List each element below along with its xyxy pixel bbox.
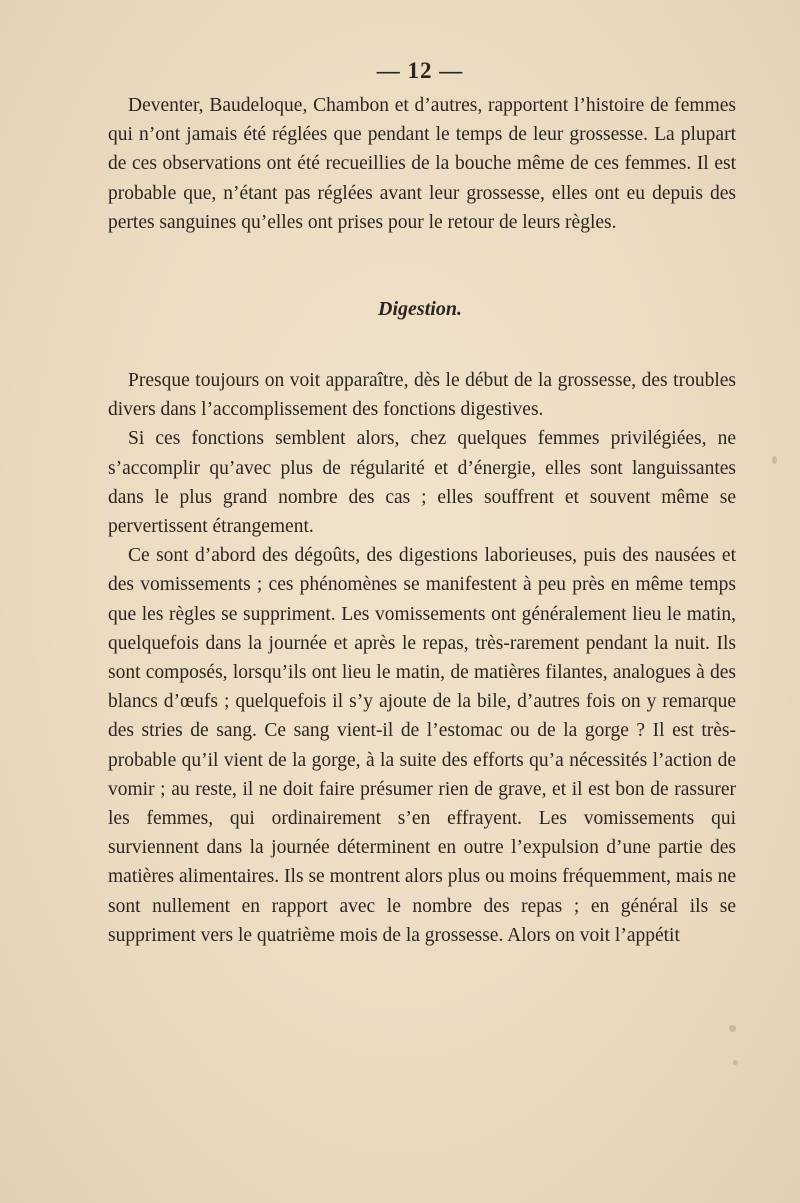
- intro-paragraph: Deventer, Baudeloque, Chambon et d’autres, rapportent l’histoire de femmes qui n’ont jamais été réglées que pendant le temps de leur grossesse. La plupart de ces observations ont été recueillies de la bouche même de ces femmes. Il est probable que, n’étant pas réglées avant leur grossesse, elles ont eu depuis des pertes sanguines qu’elles ont prises pour le retour de leurs règles.: [108, 95, 736, 233]
- section-heading: Digestion.: [378, 298, 462, 320]
- paper-speck: [729, 1025, 736, 1032]
- body-text: [108, 366, 736, 950]
- paper-speck: [733, 1060, 738, 1065]
- page-number: — 12 —: [376, 58, 464, 83]
- intro-paragraph-block: [108, 91, 736, 237]
- paragraph-2: Si ces fonctions semblent alors, chez quelques femmes privilégiées, ne s’accomplir qu’avec plus de régularité et d’énergie, elles sont languissantes dans le plus grand nombre des cas ; elles souffrent et souvent même se pervertissent étrangement.: [108, 428, 736, 538]
- paragraph-1: Presque toujours on voit apparaître, dès le début de la grossesse, des troubles divers dans l’accomplissement des fonctions digestives.: [108, 370, 736, 421]
- paper-speck: [772, 456, 777, 464]
- paragraph-3: Ce sont d’abord des dégoûts, des digestions laborieuses, puis des nausées et des vomissements ; ces phénomènes se manifestent à peu près en même temps que les règles se suppriment. Les vomissements ont généralement lieu le matin, quelquefois dans la journée et après le repas, très-rarement pendant la nuit. Ils sont composés, lorsqu’ils ont lieu le matin, de matières filantes, analogues à des blancs d’œufs ; quelquefois il s’y ajoute de la bile, d’autres fois on y remarque des stries de sang. Ce sang vient-il de l’estomac ou de la gorge ? Il est très-probable qu’il vient de la gorge, à la suite des efforts qu’a nécessités l’action de vomir ; au reste, il ne doit faire présumer rien de grave, et il est bon de rassurer les femmes, qui ordinairement s’en effrayent. Les vomissements qui surviennent dans la journée déterminent en outre l’expulsion d’une partie des matières alimentaires. Ils se montrent alors plus ou moins fréquemment, mais ne sont nullement en rapport avec le nombre des repas ; en général ils se suppriment vers le quatrième mois de la grossesse. Alors on voit l’appétit: [108, 545, 736, 946]
